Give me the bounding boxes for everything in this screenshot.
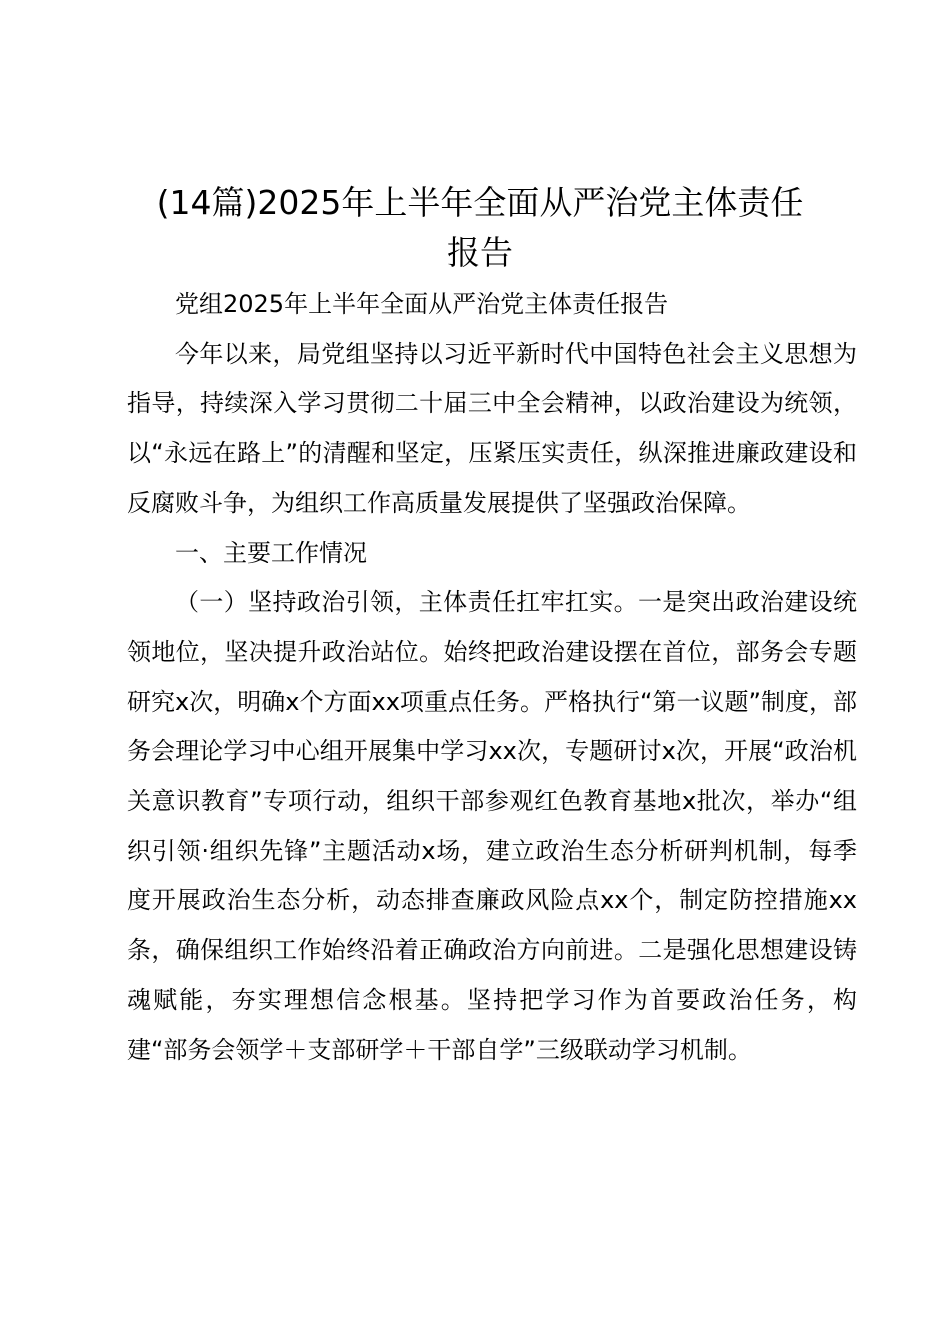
paragraph-intro: 今年以来，局党组坚持以习近平新时代中国特色社会主义思想为指导，持续深入学习贯彻二十届三中全会精神，以政治建设为统领，以“永远在路上”的清醒和坚定，压紧压实责任，纵深推进廉政建设和反腐败斗争，为组织工作高质量发展提供了坚强政治保障。: [127, 339, 857, 517]
paragraph-body: （一）坚持政治引领，主体责任扛牢扛实。一是突出政治建设统领地位，坚决提升政治站位。始终把政治建设摆在首位，部务会专题研究x次，明确x个方面xx项重点任务。严格执行“第一议题”制度，部务会理论学习中心组开展集中学习xx次，专题研讨x次，开展“政治机关意识教育”专项行动，组织干部参观红色教育基地x批次，举办“组织引领·组织先锋”主题活动x场，建立政治生态分析研判机制，每季度开展政治生态分析，动态排查廉政风险点xx个，制定防控措施xx条，确保组织工作始终沿着正确政治方向前进。二是强化思想建设铸魂赋能，夯实理想信念根基。坚持把学习作为首要政治任务，构建“部务会领学＋支部研学＋干部自学”三级联动学习机制。: [127, 588, 857, 1064]
document-title: [110, 178, 850, 278]
title-line-1: (14篇)2025年上半年全面从严治党主体责任: [156, 183, 804, 222]
document-body: [127, 280, 857, 1075]
section-heading: 一、主要工作情况: [175, 538, 367, 567]
title-line-2: 报告: [447, 233, 513, 272]
document-subtitle: 党组2025年上半年全面从严治党主体责任报告: [175, 290, 669, 318]
